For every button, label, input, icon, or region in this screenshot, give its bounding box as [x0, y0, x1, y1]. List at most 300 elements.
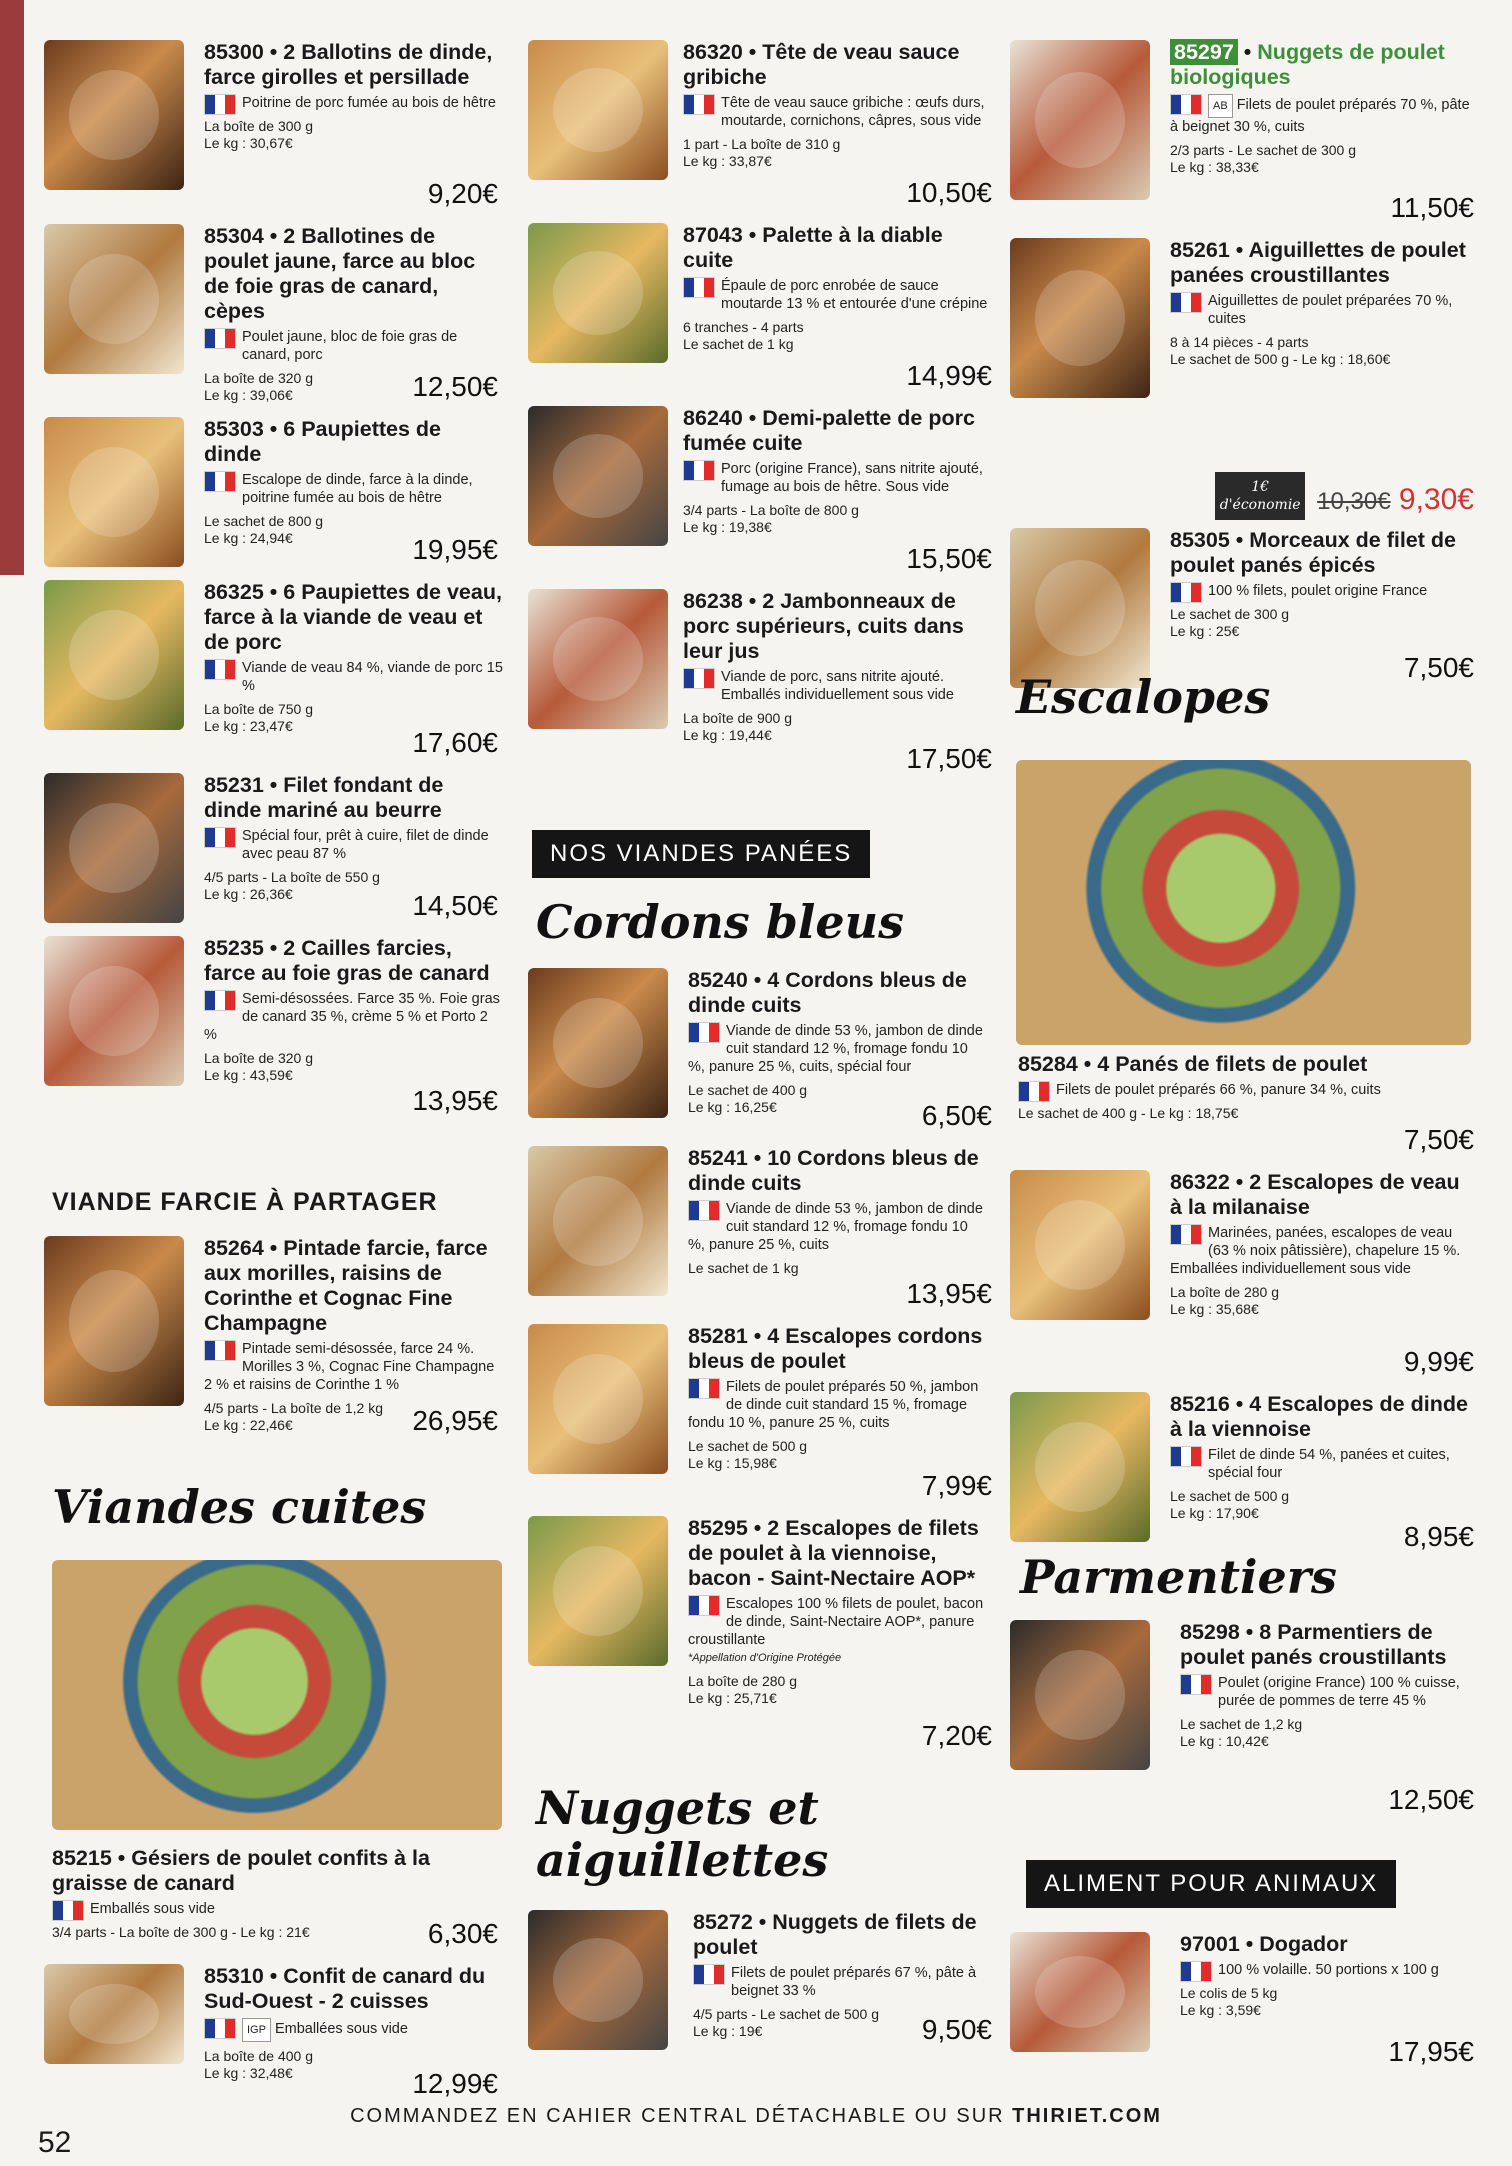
bullet-separator: • — [1229, 238, 1249, 262]
package-size: La boîte de 280 g — [688, 1673, 797, 1689]
price-value: 12,50€ — [412, 371, 498, 402]
product-composition: 100 % filets, poulet origine France — [1208, 583, 1428, 599]
price-per-kg: Le kg : 15,98€ — [688, 1455, 777, 1471]
french-flag-icon — [1018, 1081, 1050, 1102]
product-price — [428, 1918, 498, 1950]
product-list — [1010, 1052, 1480, 1567]
product-code: 85295 — [688, 1516, 748, 1540]
product-composition: Filets de poulet préparés 70 %, pâte à beignet 30 %, cuits — [1170, 97, 1470, 135]
product-title — [688, 1324, 988, 1374]
product-info — [683, 223, 988, 353]
product-description — [204, 94, 504, 112]
product-name: 4 Cordons bleus de dinde cuits — [688, 968, 967, 1017]
product-name: 2 Ballotines de poulet jaune, farce au bloc de foie gras de canard, cèpes — [204, 224, 476, 323]
bullet-separator: • — [747, 1146, 768, 1170]
french-flag-icon — [688, 1200, 720, 1221]
product-price — [906, 743, 992, 775]
section-title-animaux: ALIMENT POUR ANIMAUX — [1026, 1860, 1396, 1908]
product-info — [1180, 1932, 1470, 2019]
section-title-nos-viandes-panees: NOS VIANDES PANÉES — [532, 830, 870, 878]
product-info — [1018, 1052, 1468, 1122]
french-flag-icon — [204, 94, 236, 115]
package-size: La boîte de 280 g — [1170, 1284, 1279, 1300]
product-photo — [44, 1236, 184, 1406]
product-code: 85303 — [204, 417, 264, 441]
product-price — [412, 2068, 498, 2100]
package-size: 4/5 parts - La boîte de 1,2 kg — [204, 1400, 384, 1416]
package-size: La boîte de 320 g — [204, 370, 313, 386]
product-card[interactable] — [44, 936, 504, 1131]
product-packaging — [683, 710, 988, 744]
product-description — [204, 328, 504, 364]
price-per-kg: Le kg : 25,71€ — [688, 1690, 777, 1706]
product-photo — [528, 968, 668, 1118]
price-per-kg: Le kg : 17,90€ — [1170, 1505, 1259, 1521]
product-name: Demi-palette de porc fumée cuite — [683, 406, 975, 455]
price-per-kg: Le kg : 26,36€ — [204, 886, 293, 902]
price-per-kg: Le kg : 38,33€ — [1170, 159, 1259, 175]
price-value: 26,95€ — [412, 1405, 498, 1436]
product-description — [204, 659, 504, 695]
product-info — [204, 1964, 504, 2082]
product-title — [204, 417, 504, 467]
product-composition: Escalope de dinde, farce à la dinde, poitrine fumée au bois de hêtre — [242, 472, 473, 506]
package-size: 3/4 parts - La boîte de 800 g — [683, 502, 859, 518]
price-per-kg: Le kg : 19,38€ — [683, 519, 772, 535]
footer — [0, 2105, 1512, 2128]
product-code: 85215 — [52, 1846, 112, 1870]
product-price — [1388, 2036, 1474, 2068]
organic-label-icon: AB — [1208, 94, 1233, 118]
product-card[interactable] — [528, 1516, 998, 1766]
product-description — [52, 1900, 502, 1918]
product-list — [528, 40, 998, 789]
product-price — [906, 360, 992, 392]
french-flag-icon — [688, 1022, 720, 1043]
price-per-kg: Le kg : 3,59€ — [1180, 2002, 1261, 2018]
french-flag-icon — [683, 94, 715, 115]
product-description — [204, 471, 504, 507]
product-photo — [1010, 40, 1150, 200]
price-value: 11,50€ — [1390, 192, 1474, 223]
package-size: La boîte de 300 g — [204, 118, 313, 134]
product-packaging — [688, 1438, 988, 1472]
french-flag-icon — [688, 1378, 720, 1399]
price-value: 7,50€ — [1403, 652, 1474, 683]
product-card[interactable] — [1010, 1932, 1480, 2082]
product-info — [688, 968, 988, 1116]
french-flag-icon — [1170, 582, 1202, 603]
bullet-separator: • — [1229, 528, 1250, 552]
french-flag-icon — [1180, 1674, 1212, 1695]
product-description — [1170, 1224, 1470, 1278]
product-name: Gésiers de poulet confits à la graisse de canard — [52, 1846, 430, 1895]
price-value: 6,30€ — [427, 1918, 498, 1949]
product-title — [204, 936, 504, 986]
product-composition: Viande de porc, sans nitrite ajouté. Emballés individuellement sous vide — [721, 669, 954, 703]
product-photo — [44, 580, 184, 730]
package-size: 2/3 parts - Le sachet de 300 g — [1170, 142, 1357, 158]
product-title — [204, 40, 504, 90]
product-composition: Filets de poulet préparés 67 %, pâte à beignet 33 % — [731, 1965, 977, 1999]
product-list — [528, 968, 998, 1766]
product-card[interactable] — [44, 224, 504, 417]
bullet-separator: • — [263, 417, 284, 441]
product-description — [688, 1378, 988, 1432]
price-value: 17,60€ — [412, 727, 498, 758]
price-per-kg: Le kg : 39,06€ — [204, 387, 293, 403]
product-price — [922, 2014, 992, 2046]
product-title — [683, 223, 988, 273]
product-card[interactable] — [44, 417, 504, 580]
product-photo — [528, 1146, 668, 1296]
product-description — [1170, 582, 1470, 600]
product-composition: Tête de veau sauce gribiche : œufs durs, moutarde, cornichons, câpres, sous vide — [721, 95, 985, 129]
product-description — [683, 277, 988, 313]
product-name: 2 Escalopes de filets de poulet à la viennoise, bacon - Saint-Nectaire AOP* — [688, 1516, 979, 1590]
product-price — [412, 534, 498, 566]
package-size: Le sachet de 400 g — [688, 1082, 808, 1098]
product-card[interactable] — [1010, 40, 1480, 238]
product-photo — [1010, 1170, 1150, 1320]
price-per-kg: Le kg : 19,44€ — [683, 727, 772, 743]
french-flag-icon — [683, 668, 715, 689]
product-price — [1404, 1521, 1474, 1553]
french-flag-icon — [1170, 292, 1202, 313]
product-name: Filet fondant de dinde mariné au beurre — [204, 773, 444, 822]
product-photo — [44, 224, 184, 374]
price-per-kg: Le kg : 19€ — [693, 2023, 763, 2039]
product-card[interactable] — [528, 589, 998, 789]
product-composition: Poulet jaune, bloc de foie gras de canard, porc — [242, 329, 458, 363]
french-flag-icon — [204, 1340, 236, 1361]
product-card[interactable] — [44, 773, 504, 936]
product-code: 85310 — [204, 1964, 264, 1988]
product-card[interactable] — [44, 1964, 504, 2114]
french-flag-icon — [1170, 94, 1202, 115]
product-list — [1010, 40, 1480, 698]
package-size: Le sachet de 800 g — [204, 513, 324, 529]
product-info — [204, 773, 504, 903]
product-info — [1170, 238, 1470, 368]
product-price — [1404, 1346, 1474, 1378]
product-title — [1018, 1052, 1468, 1077]
product-photo — [1010, 528, 1150, 688]
product-price — [412, 1085, 498, 1117]
price-per-kg: Le kg : 43,59€ — [204, 1067, 293, 1083]
product-name: 4 Escalopes cordons bleus de poulet — [688, 1324, 983, 1373]
product-packaging — [204, 118, 504, 152]
product-code: 87043 — [683, 223, 743, 247]
price-per-kg: Le kg : 33,87€ — [683, 153, 772, 169]
product-photo — [44, 773, 184, 923]
product-card[interactable] — [44, 580, 504, 773]
bullet-separator: • — [752, 1910, 773, 1934]
product-info — [204, 417, 504, 547]
product-price — [412, 890, 498, 922]
product-price — [922, 1720, 992, 1752]
product-price — [1390, 192, 1474, 224]
price-per-kg: Le kg : 23,47€ — [204, 718, 293, 734]
section-title-viandes-cuites: Viandes cuites — [52, 1480, 427, 1534]
product-info — [688, 1324, 988, 1472]
product-description — [204, 990, 504, 1044]
package-size: La boîte de 750 g — [204, 701, 313, 717]
product-title — [688, 1146, 988, 1196]
french-flag-icon — [693, 1964, 725, 1985]
french-flag-icon — [688, 1595, 720, 1616]
price-value: 13,95€ — [906, 1278, 992, 1309]
product-price — [412, 727, 498, 759]
price-value: 12,50€ — [1388, 1784, 1474, 1815]
product-name: Pintade farcie, farce aux morilles, raisins de Corinthe et Cognac Fine Champagne — [204, 1236, 488, 1335]
product-packaging — [204, 1050, 504, 1084]
old-price: 10,30€ — [1317, 488, 1391, 515]
price-per-kg: Le kg : 22,46€ — [204, 1417, 293, 1433]
product-title — [683, 589, 988, 664]
price-per-kg: Le kg : 32,48€ — [204, 2065, 293, 2081]
bullet-separator: • — [263, 773, 284, 797]
french-flag-icon — [204, 990, 236, 1011]
price-value: 7,99€ — [921, 1470, 992, 1501]
product-title — [1170, 1170, 1470, 1220]
product-composition: Viande de veau 84 %, viande de porc 15 % — [242, 660, 503, 694]
product-composition: Marinées, panées, escalopes de veau (63 % noix pâtissière), chapelure 15 %. Emballées individuellement sous vide — [1170, 1225, 1461, 1277]
product-name: Aiguillettes de poulet panées croustillantes — [1170, 238, 1466, 287]
footer-text: COMMANDEZ EN CAHIER CENTRAL DÉTACHABLE OU SUR — [350, 2105, 1005, 2127]
salad-photo — [52, 1560, 502, 1830]
product-code: 86322 — [1170, 1170, 1230, 1194]
price-value: 7,20€ — [921, 1720, 992, 1751]
package-size: Le sachet de 1 kg — [688, 1260, 799, 1276]
product-composition: 100 % volaille. 50 portions x 100 g — [1218, 1962, 1439, 1978]
price-value: 17,95€ — [1388, 2036, 1474, 2067]
price-per-kg: Le kg : 25€ — [1170, 623, 1240, 639]
product-description — [1180, 1961, 1470, 1979]
product-list — [1010, 1932, 1480, 2082]
section-title-parmentiers: Parmentiers — [1020, 1550, 1337, 1604]
product-code: 86320 — [683, 40, 743, 64]
product-title — [204, 773, 504, 823]
bullet-separator: • — [1239, 1620, 1260, 1644]
product-title — [52, 1846, 502, 1896]
price-per-kg: Le sachet de 1 kg — [683, 336, 794, 352]
french-flag-icon — [204, 471, 236, 492]
product-info — [1170, 1170, 1470, 1318]
product-title — [683, 40, 988, 90]
product-photo — [528, 1910, 668, 2050]
price-per-kg: Le kg : 24,94€ — [204, 530, 293, 546]
french-flag-icon — [683, 460, 715, 481]
product-name: Morceaux de filet de poulet panés épicés — [1170, 528, 1456, 577]
product-list — [1010, 1620, 1480, 1830]
product-title — [204, 224, 504, 324]
price-value: 15,50€ — [906, 543, 992, 574]
product-name: Dogador — [1259, 1932, 1348, 1956]
price-per-kg: Le kg : 16,25€ — [688, 1099, 777, 1115]
product-description — [683, 460, 988, 496]
product-description — [683, 668, 988, 704]
product-name: 6 Paupiettes de veau, farce à la viande de veau et de porc — [204, 580, 502, 654]
product-code: 85241 — [688, 1146, 748, 1170]
product-composition: Poulet (origine France) 100 % cuisse, purée de pommes de terre 45 % — [1218, 1675, 1460, 1709]
price-value: 9,50€ — [921, 2014, 992, 2045]
product-card[interactable] — [1010, 1170, 1480, 1392]
product-price — [906, 543, 992, 575]
product-code: 85240 — [688, 968, 748, 992]
product-title — [688, 968, 988, 1018]
french-flag-icon — [1170, 1224, 1202, 1245]
package-size: La boîte de 400 g — [204, 2048, 313, 2064]
product-description — [204, 1340, 504, 1394]
product-title — [1170, 238, 1470, 288]
product-price — [428, 178, 498, 210]
french-flag-icon — [204, 2018, 236, 2039]
product-card[interactable] — [1010, 1052, 1480, 1170]
product-card[interactable] — [44, 1236, 504, 1451]
product-photo — [1010, 238, 1150, 398]
product-name: Tête de veau sauce gribiche — [683, 40, 960, 89]
product-info — [204, 40, 504, 152]
product-code: 85261 — [1170, 238, 1230, 262]
footer-site-link[interactable]: THIRIET.COM — [1012, 2105, 1162, 2127]
section-title-viande-farcie: VIANDE FARCIE À PARTAGER — [52, 1188, 438, 1216]
product-price — [1404, 652, 1474, 684]
product-name: Confit de canard du Sud-Ouest - 2 cuisses — [204, 1964, 486, 2013]
product-list — [44, 1846, 504, 2114]
product-name: Palette à la diable cuite — [683, 223, 943, 272]
product-code: 85297 — [1170, 39, 1238, 65]
bullet-separator: • — [263, 580, 284, 604]
package-size: Le sachet de 500 g — [1170, 1488, 1290, 1504]
product-list — [528, 1910, 998, 2060]
product-description — [1170, 94, 1470, 136]
product-packaging — [683, 502, 988, 536]
red-edge-bar — [0, 0, 24, 575]
bullet-separator: • — [111, 1846, 132, 1870]
price-value: 12,99€ — [412, 2068, 498, 2099]
product-packaging — [688, 1260, 988, 1277]
product-title — [693, 1910, 988, 1960]
product-code: 85281 — [688, 1324, 748, 1348]
product-composition: Filets de poulet préparés 66 %, panure 34 %, cuits — [1056, 1082, 1381, 1098]
bullet-separator: • — [742, 589, 763, 613]
product-packaging — [1170, 1284, 1470, 1318]
product-description — [688, 1022, 988, 1076]
bullet-separator: • — [1239, 1932, 1260, 1956]
page-number: 52 — [38, 2126, 72, 2159]
price-value: 13,95€ — [412, 1085, 498, 1116]
product-card[interactable] — [528, 40, 998, 223]
bullet-separator: • — [747, 968, 768, 992]
product-composition: Filets de poulet préparés 50 %, jambon de dinde cuit standard 15 %, fromage fondu 10 %, panure 25 %, cuits — [688, 1379, 979, 1431]
product-code: 97001 — [1180, 1932, 1240, 1956]
product-name: 2 Ballotins de dinde, farce girolles et persillade — [204, 40, 493, 89]
product-card[interactable] — [528, 1324, 998, 1516]
product-info — [1170, 40, 1470, 176]
product-card[interactable] — [1010, 1620, 1480, 1830]
product-packaging — [1170, 606, 1470, 640]
price-value: 10,50€ — [906, 177, 992, 208]
product-price — [906, 177, 992, 209]
product-photo — [528, 1516, 668, 1666]
product-packaging — [1170, 142, 1470, 176]
product-list — [44, 40, 504, 1131]
product-title — [1180, 1620, 1470, 1670]
product-note: *Appellation d'Origine Protégée — [688, 1652, 842, 1664]
product-card[interactable] — [44, 40, 504, 224]
french-flag-icon — [204, 328, 236, 349]
product-card[interactable] — [44, 1846, 504, 1964]
product-info — [688, 1516, 988, 1707]
product-packaging — [683, 136, 988, 170]
product-code: 85264 — [204, 1236, 264, 1260]
product-price — [412, 371, 498, 403]
product-info — [688, 1146, 988, 1277]
product-photo — [1010, 1392, 1150, 1542]
product-photo — [1010, 1932, 1150, 2052]
product-code: 85304 — [204, 224, 264, 248]
product-packaging — [688, 1673, 988, 1707]
product-description — [683, 94, 988, 130]
bullet-separator: • — [742, 406, 763, 430]
product-card[interactable] — [1010, 1392, 1480, 1567]
product-packaging — [683, 319, 988, 353]
product-card[interactable] — [528, 406, 998, 589]
product-description — [204, 2018, 504, 2042]
product-price — [906, 1278, 992, 1310]
product-code: 86325 — [204, 580, 264, 604]
package-size: Le sachet de 1,2 kg — [1180, 1716, 1303, 1732]
product-card[interactable] — [528, 968, 998, 1146]
product-code: 85305 — [1170, 528, 1230, 552]
bullet-separator: • — [1229, 1170, 1250, 1194]
bullet-separator: • — [263, 936, 284, 960]
section-title-cordons-bleus: Cordons bleus — [536, 895, 904, 949]
product-composition: Emballés sous vide — [90, 1901, 215, 1917]
price-per-kg: Le kg : 30,67€ — [204, 135, 293, 151]
product-name: Nuggets de poulet biologiques — [1170, 40, 1445, 89]
product-price — [412, 1405, 498, 1437]
product-packaging — [1018, 1105, 1468, 1122]
french-flag-icon — [1170, 1446, 1202, 1467]
product-composition: Filet de dinde 54 %, panées et cuites, spécial four — [1208, 1447, 1450, 1481]
product-info — [683, 406, 988, 536]
product-card[interactable] — [528, 1146, 998, 1324]
product-packaging — [1170, 334, 1470, 368]
product-info — [1180, 1620, 1470, 1750]
package-size: 1 part - La boîte de 310 g — [683, 136, 841, 152]
product-title — [1180, 1932, 1470, 1957]
product-code: 86238 — [683, 589, 743, 613]
product-composition: Spécial four, prêt à cuire, filet de dinde avec peau 87 % — [242, 828, 489, 862]
product-card[interactable] — [1010, 238, 1480, 528]
section-bar-nos-viandes-panees — [532, 830, 870, 878]
price-value: 14,50€ — [412, 890, 498, 921]
package-size: 6 tranches - 4 parts — [683, 319, 804, 335]
package-size: 3/4 parts - La boîte de 300 g - Le kg : 21€ — [52, 1924, 310, 1940]
product-composition: Emballées sous vide — [274, 2021, 408, 2037]
product-title — [1170, 1392, 1470, 1442]
product-card[interactable] — [528, 1910, 998, 2060]
bullet-separator: • — [1237, 40, 1258, 64]
product-info — [204, 936, 504, 1084]
product-code: 85231 — [204, 773, 264, 797]
product-card[interactable] — [528, 223, 998, 406]
product-title — [204, 580, 504, 655]
product-name: 2 Cailles farcies, farce au foie gras de canard — [204, 936, 490, 985]
price-value: 8,95€ — [1403, 1521, 1474, 1552]
